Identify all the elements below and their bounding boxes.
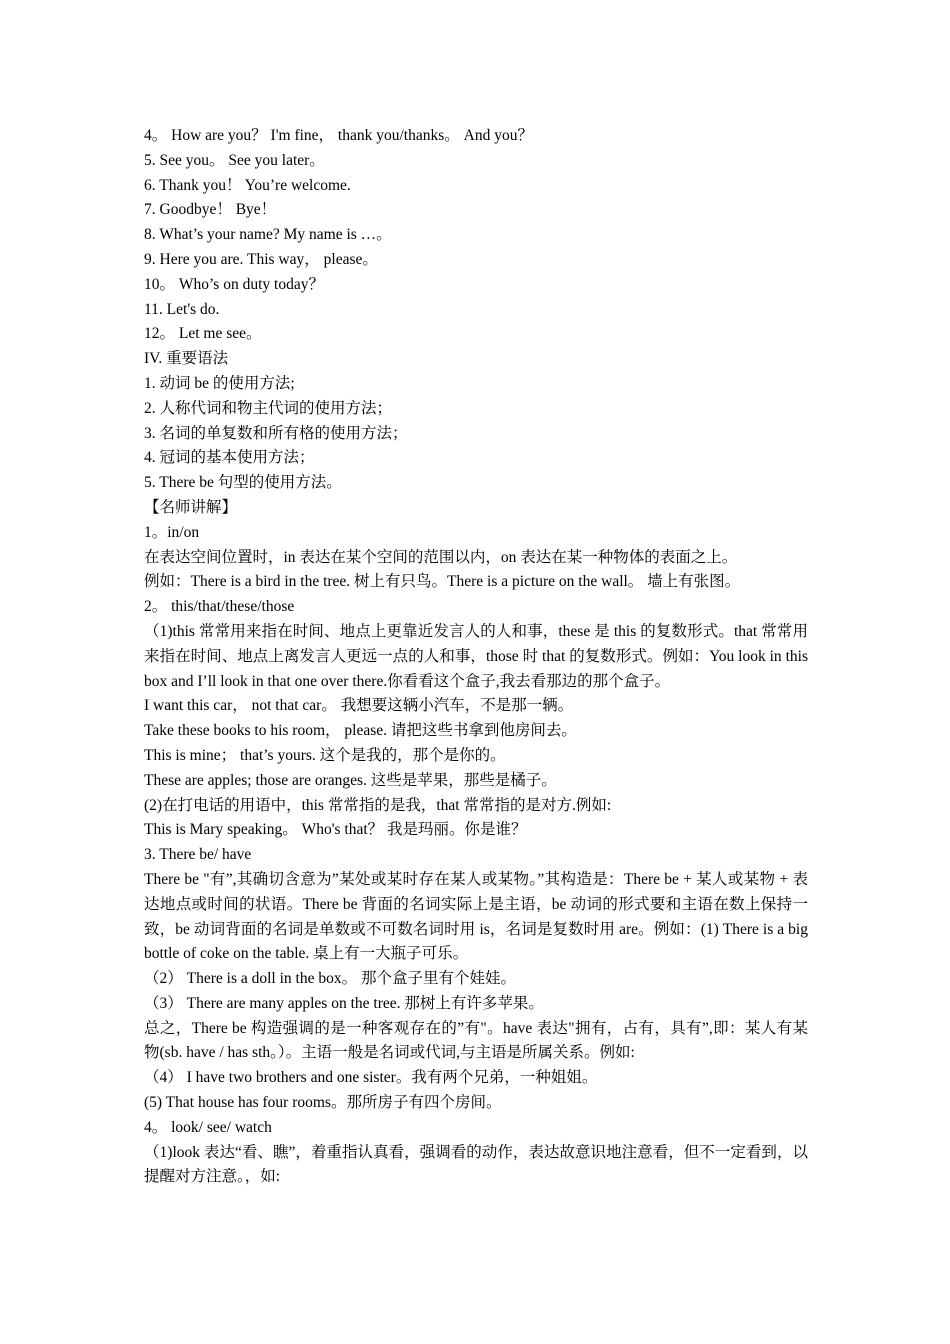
text-line: Take these books to his room， please. 请把这些书拿到他房间去。 — [144, 722, 577, 740]
text-line: 1。in/on — [144, 523, 200, 541]
text-line: 9. Here you are. This way， please。 — [144, 250, 378, 268]
paragraph: （1)this 常常用来指在时间、地点上更靠近发言人的人和事，these 是 this 的复数形式。that 常常用来指在时间、地点上离发言人更远一点的人和事，those 时 that 的复数形式。例如：You look in this box and I’ll look in that one over there.你看看这个盒子,我去看那边的那个盒子。 — [144, 622, 808, 690]
text-line: 10。 Who’s on duty today？ — [144, 275, 324, 293]
text-line: I want this car， not that car。 我想要这辆小汽车，不是那一辆。 — [144, 697, 574, 715]
text-line: This is mine； that’s yours. 这个是我的，那个是你的。 — [144, 746, 506, 764]
document-body — [144, 124, 808, 1190]
text-line: 4. 冠词的基本使用方法； — [144, 449, 315, 467]
text-line: 6. Thank you！ You’re welcome. — [144, 176, 351, 194]
text-line: 7. Goodbye！ Bye！ — [144, 201, 277, 219]
text-line: 3. There be/ have — [144, 846, 252, 864]
text-line: 1. 动词 be 的使用方法; — [144, 374, 295, 392]
text-line: （2） There is a doll in the box。 那个盒子里有个娃娃。 — [144, 970, 516, 988]
paragraph: （1)look 表达“看、瞧”，着重指认真看，强调看的动作，表达故意识地注意看，但不一定看到，以提醒对方注意。，如: — [144, 1143, 808, 1186]
text-line: (2)在打电话的用语中，this 常常指的是我，that 常常指的是对方.例如: — [144, 796, 612, 814]
text-line: 4。 look/ see/ watch — [144, 1118, 272, 1136]
section-heading: IV. 重要语法 — [144, 350, 229, 368]
paragraph: There be "有”,其确切含意为”某处或某时存在某人或某物。”其构造是：There be + 某人或某物 + 表达地点或时间的状语。There be 背面的名词实际上是主语，be 动词的形式要和主语在数上保持一致，be 动词背面的名词是单数或不可数名词时用 is，名词是复数时用 are。例如：(1) There is a big bottle of coke on the table. 桌上有一大瓶子可乐。 — [144, 870, 808, 963]
text-line: 例如：There is a bird in the tree. 树上有只鸟。There is a picture on the wall。 墙上有张图。 — [144, 573, 741, 591]
text-line: 2. 人称代词和物主代词的使用方法； — [144, 399, 393, 417]
text-line: （4） I have two brothers and one sister。我有两个兄弟，一种姐姐。 — [144, 1069, 598, 1087]
text-line: 5. See you。 See you later。 — [144, 151, 325, 169]
text-line: (5) That house has four rooms。那所房子有四个房间。 — [144, 1094, 502, 1112]
text-line: This is Mary speaking。 Who's that？ 我是玛丽。你是谁？ — [144, 821, 527, 839]
text-line: （3） There are many apples on the tree. 那树上有许多苹果。 — [144, 994, 544, 1012]
section-heading: 【名师讲解】 — [144, 498, 238, 516]
text-line: 8. What’s your name? My name is …。 — [144, 226, 392, 244]
text-line: 12。 Let me see。 — [144, 325, 262, 343]
text-line: 3. 名词的单复数和所有格的使用方法； — [144, 424, 408, 442]
text-line: 5. There be 句型的使用方法。 — [144, 474, 342, 492]
text-line: 在表达空间位置时，in 表达在某个空间的范围以内，on 表达在某一种物体的表面之上。 — [144, 548, 738, 566]
text-line: 11. Let's do. — [144, 300, 220, 318]
text-line: 4。 How are you？ I'm fine， thank you/thanks。 And you？ — [144, 127, 533, 144]
text-line: These are apples; those are oranges. 这些是苹果，那些是橘子。 — [144, 771, 557, 789]
paragraph: 总之，There be 构造强调的是一种客观存在的”有"。have 表达"拥有，占有，具有”,即：某人有某物(sb. have / has sth。）。主语一般是名词或代词,与主语是所属关系。例如: — [144, 1019, 808, 1062]
text-line: 2。 this/that/these/those — [144, 598, 295, 616]
